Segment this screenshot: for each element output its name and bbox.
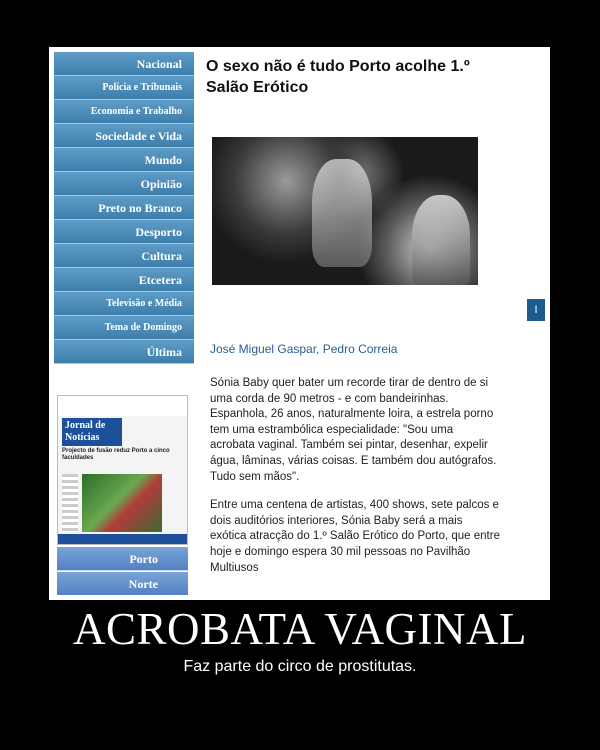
article-photo (212, 137, 478, 285)
newspaper-top-strip (58, 396, 187, 416)
nav-item-mundo[interactable]: Mundo (54, 148, 194, 172)
newspaper-bottom-strip (58, 534, 187, 544)
city-link-norte[interactable]: Norte (57, 572, 188, 595)
nav-item-etcetera[interactable]: Etcetera (54, 268, 194, 292)
section-nav (54, 52, 194, 364)
photo-figure-right (412, 195, 470, 285)
nav-item-desporto[interactable]: Desporto (54, 220, 194, 244)
article-paragraph-2: Entre uma centena de artistas, 400 shows, sete palcos e dois auditórios interiores, Sónia Baby será a mais exótica atracção do 1.º Salão Erótico do Porto, que entre hoje e domingo espera 30 mil pessoas no Pavilhão Multiusos (210, 499, 500, 574)
article-authors[interactable]: José Miguel Gaspar, Pedro Correia (210, 342, 398, 356)
nav-item-sociedade-e-vida[interactable]: Sociedade e Vida (54, 124, 194, 148)
nav-item-preto-no-branco[interactable]: Preto no Branco (54, 196, 194, 220)
photo-figure-left (312, 159, 372, 267)
cropped-side-button[interactable]: I (527, 299, 545, 321)
nav-item-ultima[interactable]: Última (54, 340, 194, 364)
article-title: O sexo não é tudo Porto acolhe 1.º Salão Erótico (206, 58, 470, 96)
newspaper-cover-photo (82, 474, 162, 532)
article-paragraph-1: Sónia Baby quer bater um recorde tirar de dentro de si uma corda de 90 metros - e com bandeirinhas. Espanhola, 26 anos, naturalmente loira, a estrela porno tem uma estrambólica especialidade: "Sou uma acrobata vaginal. Também sei pintar, desenhar, expelir água, lâminas, várias coisas. E também dou autógrafos. Tudo sem mãos". (210, 377, 497, 483)
nav-item-nacional[interactable]: Nacional (54, 52, 194, 76)
newspaper-front-page[interactable] (57, 395, 188, 545)
city-link-porto[interactable]: Porto (57, 547, 188, 571)
newspaper-headline: Projecto de fusão reduz Porto a cinco faculdades (62, 448, 170, 461)
nav-item-cultura[interactable]: Cultura (54, 244, 194, 268)
newspaper-side-column (62, 474, 78, 532)
nav-item-televisao-e-media[interactable]: Televisão e Média (54, 292, 194, 316)
newspaper-masthead: Jornal de Notícias (62, 418, 122, 446)
poster-caption: ACROBATA VAGINAL (72, 604, 528, 654)
poster-subcaption: Faz parte do circo de prostitutas. (183, 658, 417, 675)
nav-item-tema-de-domingo[interactable]: Tema de Domingo (54, 316, 194, 340)
article-body (210, 376, 500, 589)
nav-item-economia-e-trabalho[interactable]: Economia e Trabalho (54, 100, 194, 124)
article-screenshot (54, 52, 545, 595)
poster-frame (49, 47, 550, 600)
nav-item-opiniao[interactable]: Opinião (54, 172, 194, 196)
nav-item-policia-e-tribunais[interactable]: Polícia e Tribunais (54, 76, 194, 100)
